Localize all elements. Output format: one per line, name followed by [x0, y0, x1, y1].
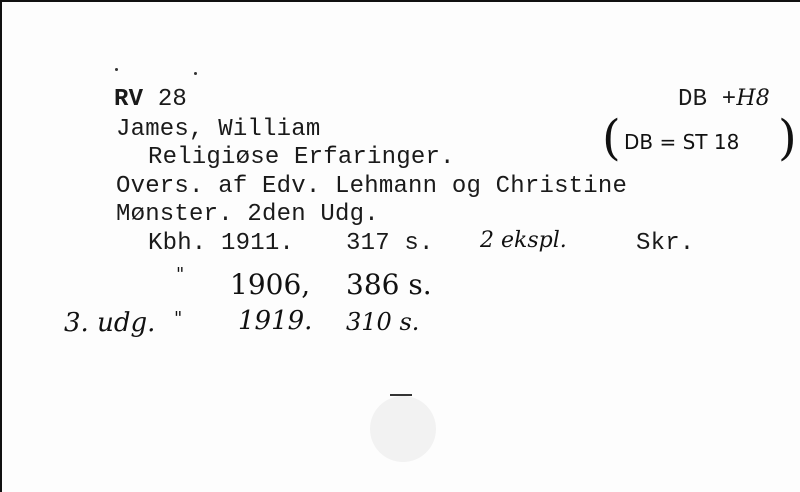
edition-2-pages: 386 s.	[346, 268, 432, 301]
translation-line-2: Mønster. 2den Udg.	[116, 201, 379, 228]
ditto-mark-2: "	[174, 308, 183, 329]
edition-3-year: 1919.	[238, 306, 313, 336]
punch-hole	[370, 396, 436, 462]
book-title: Religiøse Erfaringer.	[148, 144, 455, 171]
shelfmark-number: 28	[157, 86, 188, 113]
location-code	[678, 86, 770, 113]
edition-3-pages: 310 s.	[346, 308, 420, 336]
author-heading: James, William	[116, 116, 321, 143]
publication-place-year: Kbh. 1911.	[148, 230, 295, 257]
db-equivalence-note: DB = ST 18	[624, 130, 740, 154]
ink-speck	[115, 68, 118, 71]
paren-close: )	[778, 110, 797, 166]
shelfmark-prefix: RV	[114, 86, 144, 113]
location-code-handwritten: H8	[736, 86, 771, 111]
ink-speck	[194, 72, 197, 75]
shelfmark	[114, 86, 187, 113]
edition-3-label: 3. udg.	[64, 308, 156, 338]
paren-open: (	[602, 110, 621, 166]
acquisition-code: Skr.	[636, 230, 695, 257]
ditto-mark: "	[176, 264, 185, 285]
copies-note: 2 ekspl.	[480, 228, 567, 253]
edition-2-year: 1906,	[230, 268, 311, 301]
page-count: 317 s.	[346, 230, 434, 257]
location-code-typed: DB +	[678, 86, 737, 113]
translation-line-1: Overs. af Edv. Lehmann og Christine	[116, 173, 628, 200]
